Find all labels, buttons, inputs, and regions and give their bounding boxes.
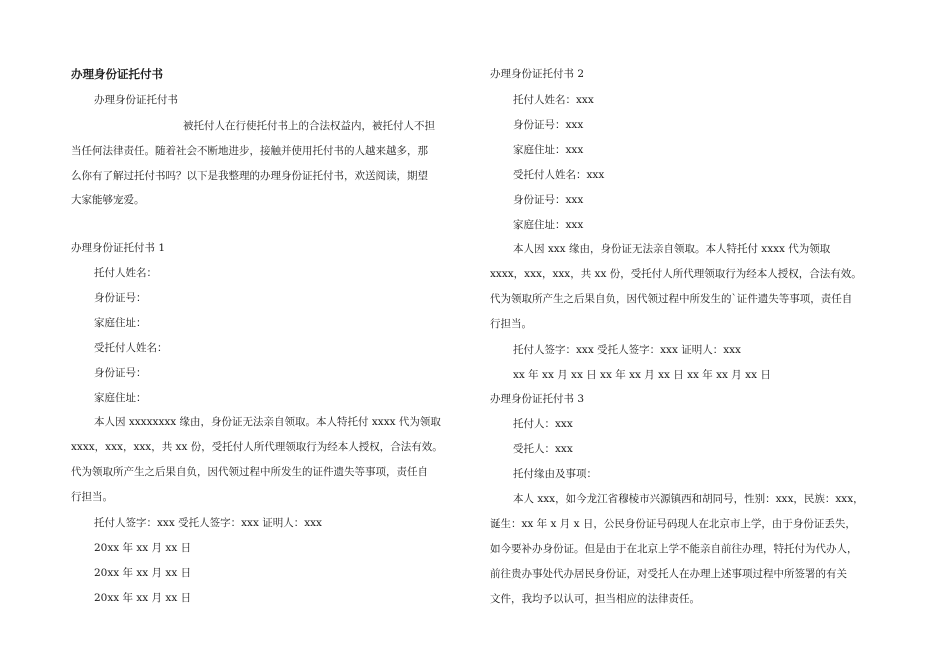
sample1-date: 20xx 年 xx 月 xx 日 — [94, 592, 192, 604]
sample2-dates: xx 年 xx 月 xx 日 xx 年 xx 月 xx 日 xx 年 xx 月 xx 日 — [513, 369, 771, 381]
sample2-agent-name: 受托付人姓名：xxx — [513, 169, 605, 181]
document-title: 办理身份证托付书 — [71, 67, 163, 81]
sample3-agent: 受托人：xxx — [513, 443, 573, 455]
sample1-principal-id: 身份证号： — [94, 292, 147, 304]
sample1-heading: 办理身份证托付书 1 — [71, 242, 166, 254]
body-line: 如今要补办身份证。但是由于在北京上学不能亲自前往办理，特托付为代办人， — [490, 543, 858, 555]
sample1-signatures: 托付人签字：xxx 受托人签字：xxx 证明人：xxx — [94, 517, 322, 529]
body-line: 行担当。 — [490, 318, 532, 330]
body-line: 诞生：xx 年 x 月 x 日，公民身份证号码现人在北京市上学，由于身份证丢失， — [490, 518, 856, 530]
sample2-agent-id: 身份证号：xxx — [513, 194, 584, 206]
sample1-principal-name: 托付人姓名： — [94, 267, 157, 279]
intro-line: 么你有了解过托付书吗？以下是我整理的办理身份证托付书，欢送阅读，期望 — [71, 170, 428, 182]
sample3-reason-heading: 托付缘由及事项： — [513, 468, 597, 480]
sample3-heading: 办理身份证托付书 3 — [490, 393, 585, 405]
body-line: 本人因 xxxxxxxx 缘由，身份证无法亲自领取。本人特托付 xxxx 代为领取 — [94, 416, 441, 428]
sample1-principal-address: 家庭住址： — [94, 317, 147, 329]
body-line: 文件，我均予以认可，担当相应的法律责任。 — [490, 593, 700, 605]
body-line: 行担当。 — [71, 491, 113, 503]
sample2-principal-address: 家庭住址：xxx — [513, 144, 584, 156]
sample1-date: 20xx 年 xx 月 xx 日 — [94, 567, 192, 579]
sample1-date: 20xx 年 xx 月 xx 日 — [94, 542, 192, 554]
body-line: 本人因 xxx 缘由，身份证无法亲自领取。本人特托付 xxxx 代为领取 — [513, 243, 831, 255]
intro-line: 大家能够宠爱。 — [71, 194, 145, 206]
intro-line: 当任何法律责任。随着社会不断地进步，接触并使用托付书的人越来越多，那 — [71, 145, 428, 157]
body-line: 代为领取所产生之后果自负，因代领过程中所发生的`证件遗失等事项，责任自 — [490, 293, 853, 305]
body-line: 代为领取所产生之后果自负，因代领过程中所发生的证件遗失等事项，责任自 — [71, 466, 428, 478]
sample2-principal-name: 托付人姓名：xxx — [513, 94, 594, 106]
body-line: 前往贵办事处代办居民身份证，对受托人在办理上述事项过程中所签署的有关 — [490, 568, 847, 580]
sample2-agent-address: 家庭住址：xxx — [513, 219, 584, 231]
sample1-agent-name: 受托付人姓名： — [94, 342, 168, 354]
body-line: xxxx，xxx，xxx，共 xx 份，受托付人所代理领取行为经本人授权，合法有效。 — [490, 268, 862, 280]
sample2-signatures: 托付人签字：xxx 受托人签字：xxx 证明人：xxx — [513, 344, 741, 356]
intro-line: 被托付人在行使托付书上的合法权益内，被托付人不担 — [183, 120, 435, 132]
sample3-principal: 托付人：xxx — [513, 418, 573, 430]
body-line: 本人 xxx，如今龙江省穆棱市兴源镇西和胡同号，性别：xxx，民族：xxx， — [513, 493, 864, 505]
sample2-principal-id: 身份证号：xxx — [513, 119, 584, 131]
body-line: xxxx，xxx，xxx，共 xx 份，受托付人所代理领取行为经本人授权，合法有效。 — [71, 441, 443, 453]
sample1-agent-address: 家庭住址： — [94, 392, 147, 404]
sample2-heading: 办理身份证托付书 2 — [490, 68, 585, 80]
intro-heading: 办理身份证托付书 — [94, 94, 178, 106]
sample1-agent-id: 身份证号： — [94, 367, 147, 379]
